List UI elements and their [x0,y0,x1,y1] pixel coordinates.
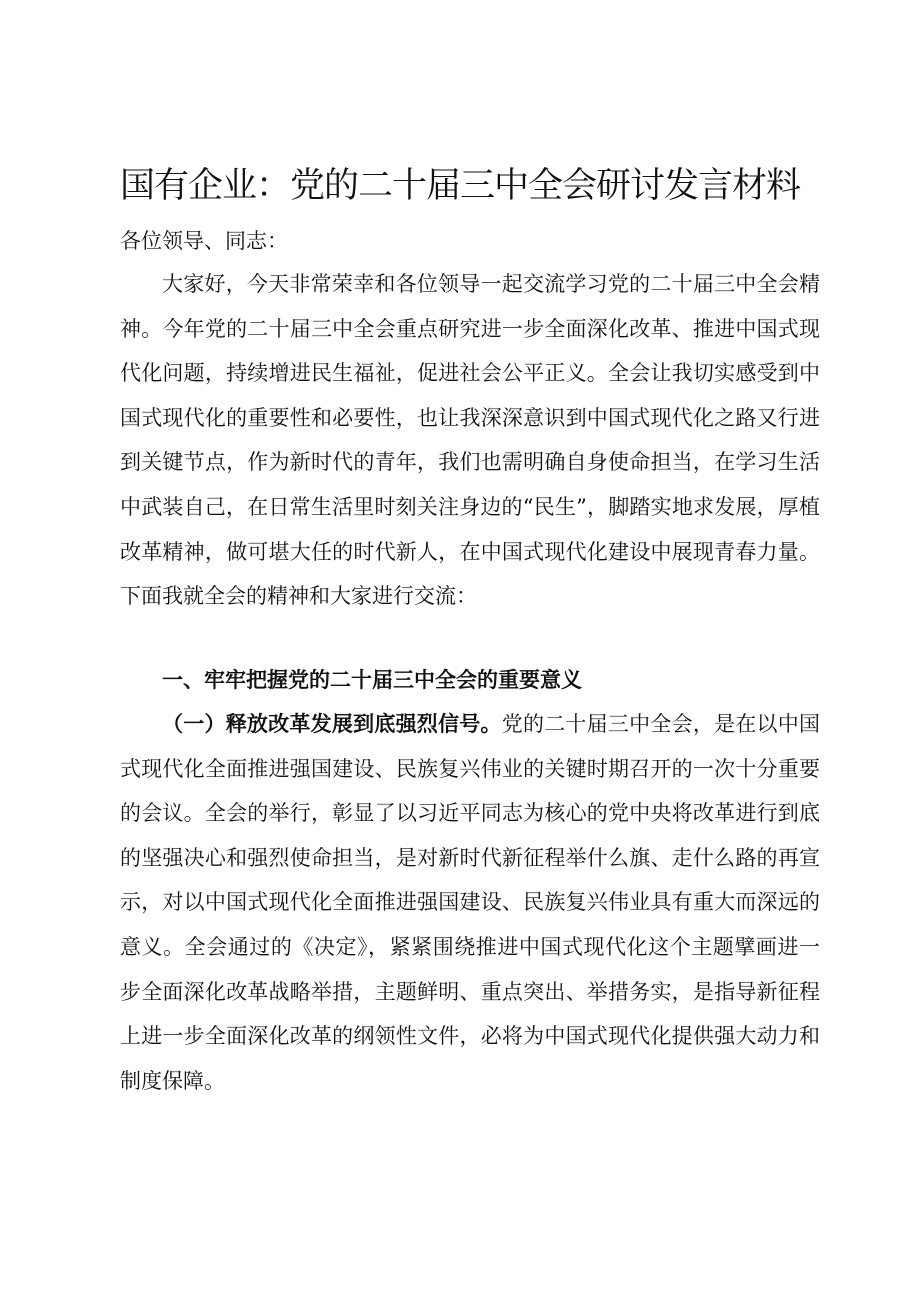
document-title: 国有企业：党的二十届三中全会研讨发言材料 [120,166,801,206]
greeting: 各位领导、同志： [120,229,288,253]
subsection-lead: （一）释放改革发展到底强烈信号。 [162,711,502,736]
intro-paragraph: 大家好，今天非常荣幸和各位领导一起交流学习党的二十届三中全会精神。今年党的二十届三中全会重点研究进一步全面深化改革、推进中国式现代化问题，持续增进民生福祉，促进社会公平正义。全会让我切实感受到中国式现代化的重要性和必要性，也让我深深意识到中国式现代化之路又行进到关键节点，作为新时代的青年，我们也需明确自身使命担当，在学习生活中武装自己，在日常生活里时刻关注身边的“民生”，脚踏实地求发展，厚植改革精神，做可堪大任的时代新人，在中国式现代化建设中展现青春力量。下面我就全会的精神和大家进行交流： [120,272,820,609]
subsection-paragraph [120,702,820,1103]
section-heading: 一、牢牢把握党的二十届三中全会的重要意义 [162,667,582,692]
subsection-body: 党的二十届三中全会，是在以中国式现代化全面推进强国建设、民族复兴伟业的关键时期召开的一次十分重要的会议。全会的举行，彰显了以习近平同志为核心的党中央将改革进行到底的坚强决心和强烈使命担当，是对新时代新征程举什么旗、走什么路的再宣示，对以中国式现代化全面推进强国建设、民族复兴伟业具有重大而深远的意义。全会通过的《决定》，紧紧围绕推进中国式现代化这个主题擘画进一步全面深化改革战略举措，主题鲜明、重点突出、举措务实，是指导新征程上进一步全面深化改革的纲领性文件，必将为中国式现代化提供强大动力和制度保障。 [120,712,820,1093]
